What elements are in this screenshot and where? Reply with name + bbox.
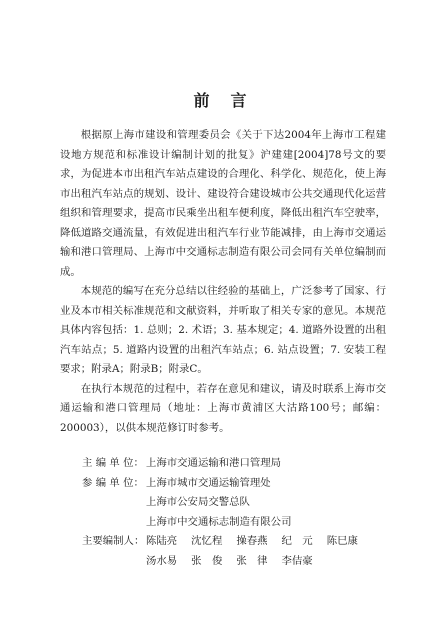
drafter-name: 汤水易 — [146, 554, 178, 567]
title-char-1: 前 — [193, 91, 211, 110]
title-char-2: 言 — [230, 91, 248, 110]
co-unit-row — [82, 474, 412, 494]
drafters-label: 主要编制人： — [82, 535, 145, 548]
co-unit-value-1: 上海市城市交通运输管理处 — [146, 476, 271, 489]
preface-body — [60, 126, 386, 438]
drafter-name: 沈忆程 — [191, 535, 223, 548]
chief-unit-row — [82, 454, 412, 474]
page-title — [0, 88, 441, 111]
paragraph-2: 本规范的编写在充分总结以往经验的基础上，广泛参考了国家、行业及本市相关标准规范和文献资料，并听取了相关专家的意见。本规范具体内容包括：1. 总则；2. 术语；3. 基本规定；4. 道路外设置的出租汽车站点；5. 道路内设置的出租汽车站点；6. 站点设置；7. 安装工程要求；附录A；附录B；附录C。 — [60, 285, 386, 375]
chief-unit-value: 上海市交通运输和港口管理局 — [146, 457, 282, 469]
chief-unit-label: 主 编 单 位： — [82, 457, 144, 469]
drafter-name: 操春燕 — [236, 535, 268, 548]
paragraph-1: 根据原上海市建设和管理委员会《关于下达2004年上海市工程建设地方规范和标准设计编制计划的批复》沪建建[2004]78号文的要求，为促进本市出租汽车站点建设的合理化、科学化、规范化，使上海市出租汽车站点的规划、设计、建设符合建设城市公共交通现代化运营组织和管理要求，提高市民乘坐出租车便利度，降低出租汽车空驶率，降低道路交通流量，有效促进出租汽车行业节能减排，由上海市交通运输和港口管理局、上海市中交通标志制造有限公司会同有关单位编制而成。 — [60, 129, 386, 278]
drafter-name: 张 俊 — [191, 554, 223, 567]
credits-block — [82, 454, 412, 572]
drafters-names-1 — [146, 532, 412, 552]
drafter-name: 张 律 — [236, 554, 268, 567]
drafters-row — [82, 552, 412, 572]
co-unit-row — [82, 513, 412, 533]
drafter-name: 李佶豪 — [281, 554, 313, 567]
co-unit-label: 参 编 单 位： — [82, 476, 144, 489]
drafters-row — [82, 532, 412, 552]
drafter-name: 陈巳康 — [326, 535, 358, 548]
drafter-name: 陈陆亮 — [146, 535, 178, 548]
paragraph-3: 在执行本规范的过程中，若存在意见和建议，请及时联系上海市交通运输和港口管理局（地址：上海市黄浦区大沽路100号；邮编：200003），以供本规范修订时参考。 — [60, 382, 386, 434]
co-unit-value-3: 上海市中交通标志制造有限公司 — [146, 515, 292, 528]
co-unit-value-2: 上海市公安局交警总队 — [146, 496, 250, 509]
drafter-name: 纪 元 — [281, 535, 313, 548]
drafters-names-2 — [146, 552, 412, 572]
co-unit-row — [82, 493, 412, 513]
